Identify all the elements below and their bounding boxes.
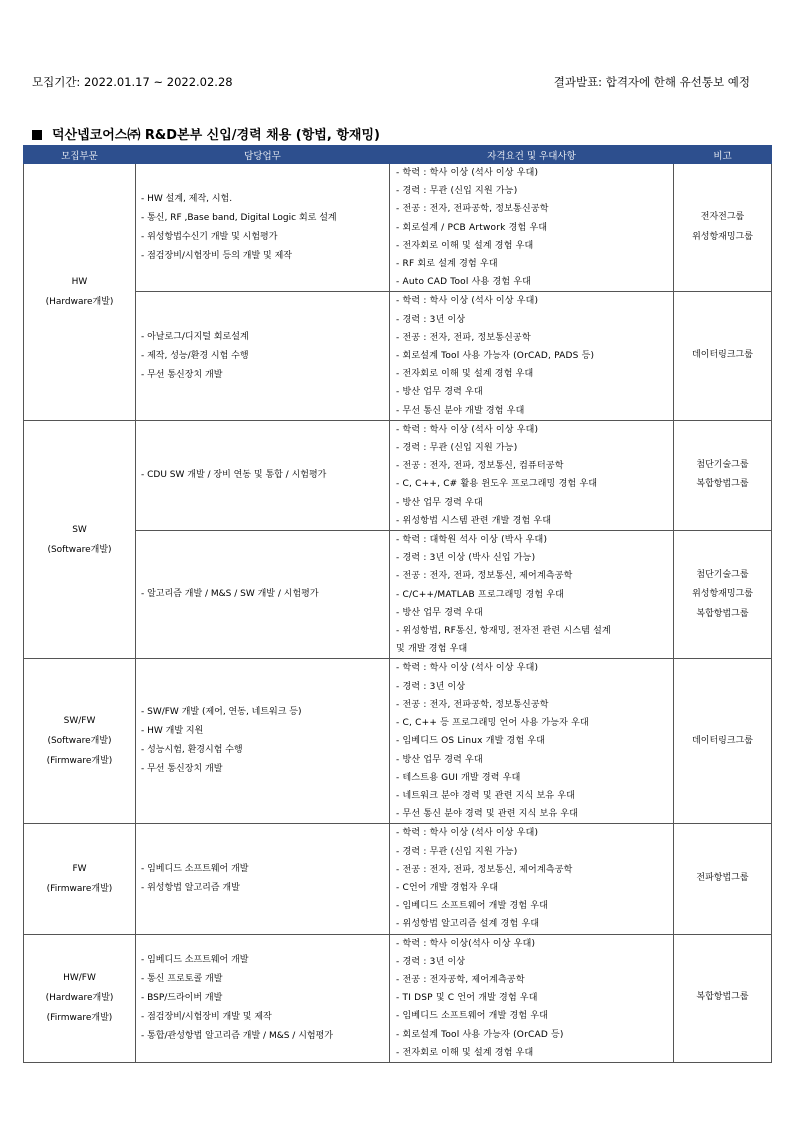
notes-cell (674, 164, 772, 292)
note-item: 첨단기술그룹 (696, 569, 749, 580)
notes-cell (674, 292, 772, 420)
department-name: (Firmware개발) (46, 756, 113, 767)
department-name: HW/FW (63, 973, 96, 984)
duties-cell (136, 659, 390, 824)
department-name: (Firmware개발) (46, 1013, 113, 1024)
duty-item: - HW 설계, 제작, 시험. (141, 193, 233, 204)
duty-item: - 위성항법수신기 개발 및 시험평가 (141, 231, 278, 242)
duty-item: - 임베디드 소프트웨어 개발 (141, 954, 249, 965)
requirement-item: - 네트워크 분야 경력 및 관련 지식 보유 우대 (396, 790, 576, 801)
requirement-item: - 경력 : 3년 이상 (박사 신입 가능) (396, 553, 536, 564)
recruitment-table (23, 145, 772, 1063)
requirement-item: - 테스트용 GUI 개발 경력 우대 (396, 772, 521, 783)
note-item: 위성항재밍그룹 (692, 231, 753, 242)
requirement-item: - 방산 업무 경력 우대 (396, 497, 483, 508)
requirement-item: - 회로설계 / PCB Artwork 경험 우대 (396, 222, 548, 233)
requirement-item: - 회로설계 Tool 사용 가능자 (OrCAD, PADS 등) (396, 351, 595, 362)
requirement-item: - 학력 : 학사 이상 (석사 이상 우대) (396, 828, 539, 839)
note-item: 첨단기술그룹 (696, 459, 749, 470)
duties-cell (136, 292, 390, 420)
requirements-cell (390, 531, 674, 659)
duty-item: - 무선 통신장치 개발 (141, 369, 223, 380)
requirement-item: - 방산 업무 경력 우대 (396, 387, 483, 398)
duties-cell (136, 531, 390, 659)
section-title (32, 124, 380, 143)
requirements-cell (390, 292, 674, 420)
requirement-item: - TI DSP 및 C 언어 개발 경험 우대 (396, 993, 538, 1004)
square-bullet-icon (32, 130, 42, 140)
department-name: (Hardware개발) (45, 993, 114, 1004)
duty-item: - 무선 통신장치 개발 (141, 764, 223, 775)
requirement-item: - 전공 : 전자, 전파, 정보통신, 컴퓨터공학 (396, 461, 564, 472)
requirement-item: - 경력 : 무관 (신입 지원 가능) (396, 186, 518, 197)
note-item: 위성항재밍그룹 (692, 589, 753, 600)
col-header-department: 모집부문 (24, 146, 136, 164)
table-row (24, 659, 772, 824)
table-row (24, 164, 772, 292)
requirement-item: 및 개발 경험 우대 (396, 644, 468, 655)
requirement-item: - 전자회로 이해 및 설계 경험 우대 (396, 1047, 534, 1058)
requirement-item: - 무선 통신 분야 개발 경험 우대 (396, 405, 525, 416)
notes-cell (674, 659, 772, 824)
requirement-item: - 경력 : 무관 (신입 지원 가능) (396, 443, 518, 454)
duty-item: - 성능시험, 환경시험 수행 (141, 745, 243, 756)
requirements-cell (390, 164, 674, 292)
note-item: 데이터링크그룹 (692, 350, 753, 361)
department-name: FW (72, 863, 87, 874)
duty-item: - 점검장비/시험장비 개발 및 제작 (141, 1011, 272, 1022)
requirement-item: - 전공 : 전자, 전파공학, 정보통신공학 (396, 204, 549, 215)
department-name: SW/FW (63, 716, 96, 727)
department-cell (24, 934, 136, 1062)
department-cell (24, 420, 136, 659)
duty-item: - CDU SW 개발 / 장비 연동 및 통합 / 시험평가 (141, 469, 327, 480)
section-title-text: 덕산넵코어스㈜ R&D본부 신입/경력 채용 (항법, 항재밍) (52, 128, 380, 143)
duty-item: - 통신 프로토콜 개발 (141, 973, 223, 984)
requirement-item: - 학력 : 학사 이상 (석사 이상 우대) (396, 663, 539, 674)
requirement-item: - 회로설계 Tool 사용 가능자 (OrCAD 등) (396, 1029, 564, 1040)
requirement-item: - 임베디드 OS Linux 개발 경험 우대 (396, 736, 546, 747)
department-cell (24, 164, 136, 421)
table-row (24, 420, 772, 530)
requirement-item: - RF 회로 설계 경험 우대 (396, 259, 498, 270)
department-name: HW (71, 276, 88, 287)
requirement-item: - 방산 업무 경력 우대 (396, 754, 483, 765)
duty-item: - 알고리즘 개발 / M&S / SW 개발 / 시험평가 (141, 589, 319, 600)
duty-item: - 임베디드 소프트웨어 개발 (141, 863, 249, 874)
notes-cell (674, 531, 772, 659)
duty-item: - 점검장비/시험장비 등의 개발 및 제작 (141, 250, 292, 261)
duty-item: - 아날로그/디지털 회로설계 (141, 331, 249, 342)
requirement-item: - 전공 : 전자공학, 제어계측공학 (396, 974, 525, 985)
requirement-item: - C, C++ 등 프로그래밍 언어 사용 가능자 우대 (396, 718, 589, 729)
department-name: (Software개발) (47, 736, 112, 747)
requirement-item: - 위성항법, RF통신, 항재밍, 전자전 관련 시스템 설계 (396, 626, 611, 637)
department-name: (Firmware개발) (46, 883, 113, 894)
requirement-item: - 학력 : 학사 이상 (석사 이상 우대) (396, 168, 539, 178)
table-header-row (24, 146, 772, 164)
duty-item: - 통합/관성항법 알고리즘 개발 / M&S / 시험평가 (141, 1030, 333, 1041)
duties-cell (136, 164, 390, 292)
requirement-item: - 경력 : 3년 이상 (396, 681, 466, 692)
requirement-item: - 경력 : 3년 이상 (396, 956, 466, 967)
department-name: (Hardware개발) (45, 296, 114, 307)
department-name: SW (72, 524, 87, 535)
notes-cell (674, 824, 772, 934)
requirement-item: - 학력 : 대학원 석사 이상 (박사 우대) (396, 535, 548, 546)
department-name: (Software개발) (47, 544, 112, 555)
table-row (24, 824, 772, 934)
requirement-item: - 전자회로 이해 및 설계 경험 우대 (396, 369, 534, 380)
requirement-item: - 경력 : 3년 이상 (396, 314, 466, 325)
requirement-item: - C언어 개발 경험자 우대 (396, 882, 499, 893)
duty-item: - 통신, RF ,Base band, Digital Logic 회로 설계 (141, 212, 337, 223)
duty-item: - HW 개발 지원 (141, 726, 204, 737)
requirement-item: - C, C++, C# 활용 윈도우 프로그래밍 경험 우대 (396, 479, 598, 490)
recruitment-period: 모집기간: 2022.01.17 ~ 2022.02.28 (32, 75, 233, 89)
requirement-item: - 경력 : 무관 (신입 지원 가능) (396, 846, 518, 857)
requirement-item: - Auto CAD Tool 사용 경험 우대 (396, 277, 532, 288)
duties-cell (136, 934, 390, 1062)
requirement-item: - 전공 : 전자, 전파, 정보통신공학 (396, 332, 531, 343)
requirement-item: - 학력 : 학사 이상 (석사 이상 우대) (396, 424, 539, 435)
department-cell (24, 659, 136, 824)
requirement-item: - 위성항법 시스템 관련 개발 경험 우대 (396, 515, 552, 526)
requirement-item: - 학력 : 학사 이상 (석사 이상 우대) (396, 296, 539, 307)
requirements-cell (390, 934, 674, 1062)
requirement-item: - 임베디드 소프트웨어 개발 경험 우대 (396, 901, 549, 912)
note-item: 전파항법그룹 (696, 873, 749, 884)
requirements-cell (390, 659, 674, 824)
duty-item: - SW/FW 개발 (제어, 연동, 네트워크 등) (141, 707, 302, 718)
requirement-item: - 전공 : 전자, 전파, 정보통신, 제어계측공학 (396, 864, 573, 875)
col-header-requirements: 자격요건 및 우대사항 (390, 146, 674, 164)
table-row (24, 531, 772, 659)
table-row (24, 292, 772, 420)
table-row (24, 934, 772, 1062)
result-announcement: 결과발표: 합격자에 한해 유선통보 예정 (553, 75, 750, 89)
duties-cell (136, 824, 390, 934)
col-header-duties: 담당업무 (136, 146, 390, 164)
requirement-item: - 전공 : 전자, 전파, 정보통신, 제어계측공학 (396, 571, 573, 582)
requirement-item: - 전공 : 전자, 전파공학, 정보통신공학 (396, 699, 549, 710)
requirement-item: - 방산 업무 경력 우대 (396, 607, 483, 618)
requirement-item: - 임베디드 소프트웨어 개발 경험 우대 (396, 1011, 549, 1022)
table-body (24, 164, 772, 1063)
requirement-item: - 전자회로 이해 및 설계 경험 우대 (396, 240, 534, 251)
duties-cell (136, 420, 390, 530)
requirements-cell (390, 420, 674, 530)
duty-item: - 위성항법 알고리즘 개발 (141, 882, 240, 893)
notes-cell (674, 934, 772, 1062)
note-item: 데이터링크그룹 (692, 735, 753, 746)
duty-item: - 제작, 성능/환경 시험 수행 (141, 350, 249, 361)
note-item: 전자전그룹 (700, 212, 745, 223)
requirement-item: - 위성항법 알고리즘 설계 경험 우대 (396, 919, 540, 930)
duty-item: - BSP/드라이버 개발 (141, 992, 223, 1003)
requirement-item: - C/C++/MATLAB 프로그래밍 경험 우대 (396, 589, 565, 600)
note-item: 복합항법그룹 (696, 608, 749, 619)
notes-cell (674, 420, 772, 530)
requirement-item: - 학력 : 학사 이상(석사 이상 우대) (396, 938, 536, 949)
requirements-cell (390, 824, 674, 934)
col-header-notes: 비고 (674, 146, 772, 164)
note-item: 복합항법그룹 (696, 992, 749, 1003)
note-item: 복합항법그룹 (696, 479, 749, 490)
requirement-item: - 무선 통신 분야 경력 및 관련 지식 보유 우대 (396, 809, 579, 820)
department-cell (24, 824, 136, 934)
